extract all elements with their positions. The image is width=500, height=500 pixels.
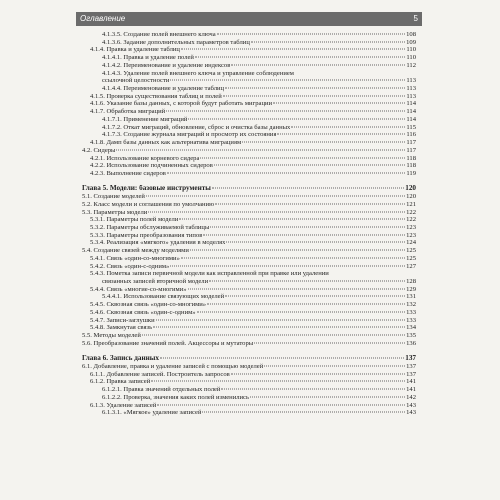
toc-dot-leader: [217, 34, 405, 35]
running-header-title: Оглавление: [80, 14, 126, 23]
toc-dot-leader: [146, 196, 405, 197]
toc-dot-leader: [151, 381, 405, 382]
toc-entry-page: 141: [406, 386, 416, 394]
toc-dot-leader: [251, 41, 405, 42]
toc-dot-leader: [223, 95, 406, 96]
toc-entry-page: 123: [406, 231, 416, 239]
toc-entry-title: 5.5. Методы моделей: [82, 332, 141, 340]
toc-entry-page: 127: [406, 262, 416, 270]
toc-entry: [82, 409, 416, 417]
toc-dot-leader: [207, 304, 405, 305]
toc-entry: [82, 54, 416, 62]
toc-entry: [82, 263, 416, 271]
toc-entry-title: 4.2.2. Использование подчиненных сидеров: [90, 162, 213, 170]
toc-dot-leader: [242, 142, 405, 143]
toc-entry-page: 118: [406, 162, 416, 170]
toc-entry-page: 121: [406, 200, 416, 208]
toc-entry-title: 4.1.4.3. Удаление полей внешнего ключа и управление соблюдением: [102, 69, 294, 77]
toc-dot-leader: [225, 88, 405, 89]
toc-entry: [82, 347, 416, 355]
toc-entry-page: 141: [406, 378, 416, 386]
toc-dot-leader: [148, 211, 405, 212]
toc-entry: [82, 131, 416, 139]
toc-dot-leader: [254, 342, 405, 343]
toc-entry-title: 4.1.8. Дамп базы данных как альтернатива миграциям: [90, 139, 242, 147]
toc-entry: [82, 185, 416, 193]
toc-dot-leader: [200, 157, 405, 158]
toc-dot-leader: [214, 165, 406, 166]
toc-dot-leader: [291, 126, 405, 127]
toc-entry-title: 5.3.1. Параметры полей модели: [90, 216, 179, 224]
toc-dot-leader: [264, 365, 405, 366]
toc-dot-leader: [225, 296, 405, 297]
toc-entry-page: 113: [406, 85, 416, 93]
toc-entry: [82, 100, 416, 108]
toc-entry-title: 4.1.4.2. Переименование и удаление индексов: [102, 61, 231, 69]
toc-entry: [82, 394, 416, 402]
toc-entry-title: 6.1.2.1. Правка значений отдельных полей: [102, 386, 221, 394]
toc-dot-leader: [226, 242, 405, 243]
toc-entry: [82, 170, 416, 178]
toc-dot-leader: [170, 265, 405, 266]
toc-dot-leader: [142, 335, 405, 336]
toc-entry-page: 133: [406, 308, 416, 316]
toc-dot-leader: [188, 118, 405, 119]
toc-entry: [82, 332, 416, 340]
toc-entry-page: 109: [406, 38, 416, 46]
toc-entry-title: 6.1.2. Правка записей: [90, 378, 151, 386]
toc-entry-page: 133: [406, 316, 416, 324]
toc-entry: [82, 39, 416, 47]
toc-entry-title: 4.1.6. Указание базы данных, с которой будут работать миграции: [90, 100, 273, 108]
toc-entry-page: 114: [406, 115, 416, 123]
toc-entry-title: Глава 6. Запись данных: [82, 355, 159, 363]
toc-entry: [82, 155, 416, 163]
toc-entry: [82, 278, 416, 286]
toc-entry-title: 4.1.3.6. Задание дополнительных параметров таблиц: [102, 38, 250, 46]
toc-entry: [82, 162, 416, 170]
toc-entry-page: 113: [406, 92, 416, 100]
toc-dot-leader: [250, 396, 405, 397]
toc-dot-leader: [231, 373, 405, 374]
toc-dot-leader: [116, 149, 405, 150]
toc-entry-title: 4.1.7.3. Создание журнала миграций и просмотр их состояния: [102, 131, 277, 139]
table-of-contents: [82, 31, 416, 417]
toc-entry: [82, 62, 416, 70]
toc-dot-leader: [221, 389, 405, 390]
toc-entry-page: 137: [405, 354, 416, 363]
toc-entry-title: 4.1.5. Проверка существования таблиц и полей: [90, 92, 222, 100]
toc-dot-leader: [160, 358, 404, 359]
toc-entry: [82, 201, 416, 209]
toc-entry: [82, 270, 416, 278]
toc-entry-title: 6.1.1. Добавление записей. Построитель запросов: [90, 370, 230, 378]
toc-entry: [82, 378, 416, 386]
toc-dot-leader: [166, 111, 405, 112]
toc-entry-page: 120: [405, 184, 416, 193]
toc-entry-page: 143: [406, 401, 416, 409]
toc-entry: [82, 147, 416, 155]
toc-entry: [82, 209, 416, 217]
toc-dot-leader: [210, 226, 405, 227]
toc-entry-page: 125: [406, 247, 416, 255]
toc-entry: [82, 286, 416, 294]
toc-entry: [82, 124, 416, 132]
toc-entry-page: 122: [406, 216, 416, 224]
toc-entry-title: 4.2.3. Выполнение сидеров: [90, 169, 166, 177]
toc-entry-page: 124: [406, 239, 416, 247]
toc-dot-leader: [156, 319, 405, 320]
toc-dot-leader: [157, 404, 405, 405]
toc-entry-title: 6.1.3.1. «Мягкое» удаление записей: [102, 409, 202, 417]
toc-entry-title: 5.2. Класс модели и соглашения по умолчанию: [82, 200, 214, 208]
toc-entry-title: 5.4.2. Связь «один-с-одним»: [90, 262, 170, 270]
toc-entry-page: 114: [406, 108, 416, 116]
toc-entry: [82, 224, 416, 232]
toc-entry-title: 5.4.4.1. Использование связующих моделей: [102, 293, 225, 301]
toc-entry-title: 5.4.7. Записи-заглушки: [90, 316, 155, 324]
toc-entry: [82, 93, 416, 101]
toc-entry-title: 5.4.8. Замкнутая связь: [90, 324, 153, 332]
toc-dot-leader: [190, 250, 405, 251]
toc-dot-leader: [277, 134, 405, 135]
toc-entry-title: 4.1.4.4. Переименование и удаление таблиц: [102, 85, 225, 93]
toc-entry-page: 115: [406, 123, 416, 131]
toc-dot-leader: [231, 64, 405, 65]
toc-dot-leader: [153, 327, 405, 328]
toc-entry-page: 135: [406, 332, 416, 340]
toc-entry-title: 6.1. Добавление, правка и удаление записей с помощью моделей: [82, 362, 264, 370]
toc-entry: [82, 317, 416, 325]
toc-entry: [82, 178, 416, 186]
toc-entry: [82, 193, 416, 201]
toc-entry-title: 5.3.2. Параметры обслуживаемой таблицы: [90, 223, 210, 231]
toc-entry-title: 5.4.5. Сквозная связь «один-со-многими»: [90, 301, 207, 309]
toc-entry: [82, 239, 416, 247]
toc-dot-leader: [273, 103, 405, 104]
toc-entry: [82, 363, 416, 371]
toc-dot-leader: [202, 412, 405, 413]
toc-dot-leader: [203, 234, 405, 235]
toc-entry-page: 117: [406, 139, 416, 147]
toc-entry-page: 142: [406, 393, 416, 401]
toc-entry-title: 4.2. Сидеры: [82, 146, 116, 154]
toc-entry-title: 5.3.3. Параметры преобразования типов: [90, 231, 203, 239]
toc-entry-title: 5.4.6. Сквозная связь «один-с-одним»: [90, 308, 196, 316]
toc-dot-leader: [209, 281, 405, 282]
toc-entry: [82, 293, 416, 301]
toc-entry-page: 110: [406, 46, 416, 54]
toc-entry-page: 112: [406, 61, 416, 69]
toc-entry-title: 4.1.4. Правка и удаление таблиц: [90, 46, 180, 54]
toc-entry-title: 5.1. Создание моделей: [82, 193, 145, 201]
toc-entry: [82, 70, 416, 78]
toc-entry: [82, 247, 416, 255]
toc-entry-page: 108: [406, 31, 416, 38]
toc-entry-title: 5.3.4. Реализация «мягкого» удаления в моделях: [90, 239, 226, 247]
toc-dot-leader: [170, 80, 405, 81]
toc-entry: [82, 46, 416, 54]
toc-entry-page: 118: [406, 154, 416, 162]
toc-dot-leader: [188, 288, 406, 289]
toc-entry-page: 136: [406, 339, 416, 347]
toc-entry: [82, 139, 416, 147]
toc-entry-title: 4.1.7. Обработка миграций: [90, 108, 166, 116]
toc-entry: [82, 255, 416, 263]
toc-entry-page: 113: [406, 77, 416, 85]
toc-entry-page: 128: [406, 278, 416, 285]
toc-dot-leader: [167, 172, 405, 173]
toc-entry: [82, 77, 416, 85]
toc-entry-title: 4.1.3.5. Создание полей внешнего ключа: [102, 31, 216, 38]
toc-entry-title: 6.1.3. Удаление записей: [90, 401, 157, 409]
toc-entry-title: 4.1.4.1. Правка и удаление полей: [102, 54, 194, 62]
toc-entry-page: 131: [406, 293, 416, 301]
toc-entry: [82, 116, 416, 124]
toc-entry: [82, 309, 416, 317]
toc-dot-leader: [181, 49, 405, 50]
toc-entry-title: 5.4. Создание связей между моделями: [82, 247, 189, 255]
toc-entry-page: 134: [406, 324, 416, 332]
toc-entry-title: ссылочной целостности: [102, 77, 170, 85]
toc-entry-title: Глава 5. Модели: базовые инструменты: [82, 185, 211, 193]
toc-entry-page: 120: [406, 193, 416, 201]
toc-entry-title: 5.4.4. Связь «многие-со-многими»: [90, 285, 187, 293]
toc-entry-page: 129: [406, 285, 416, 293]
toc-dot-leader: [195, 57, 405, 58]
toc-entry-page: 116: [406, 131, 416, 139]
toc-entry-page: 143: [406, 409, 416, 417]
toc-entry-title: 4.1.7.1. Применение миграций: [102, 115, 188, 123]
toc-entry-page: 114: [406, 100, 416, 108]
toc-entry-title: 4.1.7.2. Откат миграций, обновление, сброс и очистка базы данных: [102, 123, 291, 131]
page-number: 5: [413, 14, 418, 23]
toc-entry-page: 117: [406, 146, 416, 154]
toc-dot-leader: [197, 311, 406, 312]
toc-entry: [82, 108, 416, 116]
toc-entry-title: 5.4.1. Связь «один-со-многими»: [90, 254, 180, 262]
toc-dot-leader: [212, 188, 404, 189]
toc-entry: [82, 216, 416, 224]
toc-dot-leader: [181, 257, 405, 258]
toc-entry-page: 110: [406, 54, 416, 62]
running-header: [76, 12, 422, 26]
toc-entry-page: 123: [406, 223, 416, 231]
toc-entry-page: 122: [406, 208, 416, 216]
toc-entry: [82, 340, 416, 348]
toc-entry-page: 137: [406, 370, 416, 378]
toc-entry-page: 132: [406, 301, 416, 309]
toc-entry: [82, 371, 416, 379]
toc-entry-title: 5.4.3. Пометка записи первичной модели как исправленной при правке или удалении: [90, 270, 329, 278]
toc-entry: [82, 324, 416, 332]
toc-entry: [82, 301, 416, 309]
toc-entry-page: 119: [406, 169, 416, 177]
toc-entry-title: 5.3. Параметры модели: [82, 208, 148, 216]
toc-entry: [82, 31, 416, 39]
toc-entry-title: 4.2.1. Использование корневого сидера: [90, 154, 200, 162]
toc-entry: [82, 232, 416, 240]
toc-entry: [82, 386, 416, 394]
toc-dot-leader: [215, 203, 405, 204]
toc-entry-page: 125: [406, 254, 416, 262]
toc-entry: [82, 402, 416, 410]
toc-dot-leader: [179, 219, 405, 220]
toc-entry: [82, 85, 416, 93]
toc-entry: [82, 355, 416, 363]
toc-entry-title: 5.6. Преобразование значений полей. Акцессоры и мутаторы: [82, 339, 254, 347]
toc-entry-title: 6.1.2.2. Проверка, значения каких полей изменились: [102, 393, 249, 401]
toc-entry-title: связанных записей вторичной модели: [102, 278, 209, 285]
toc-entry-page: 137: [406, 362, 416, 370]
